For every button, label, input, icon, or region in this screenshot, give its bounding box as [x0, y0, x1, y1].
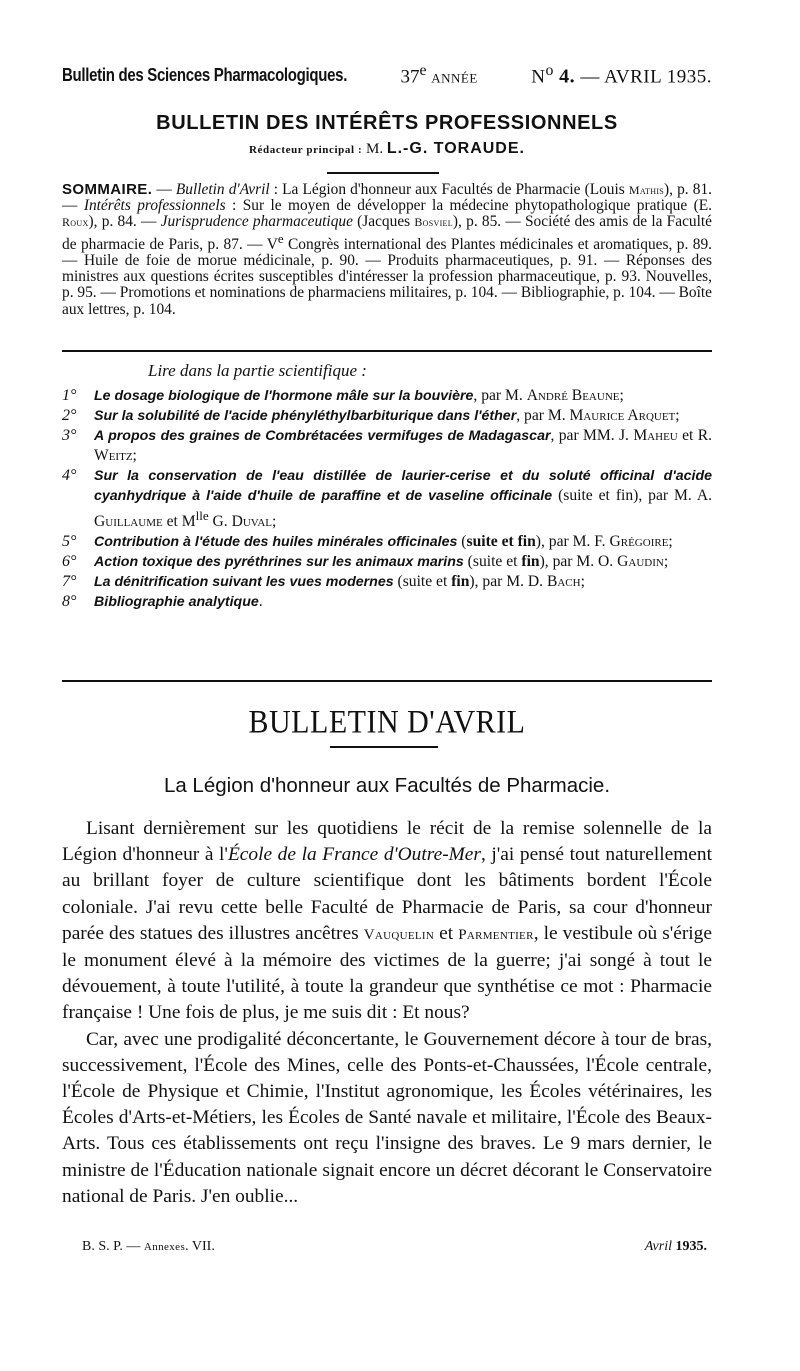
- text-run: Maheu: [633, 427, 678, 444]
- editor-name: L.-G. TORAUDE.: [386, 140, 525, 157]
- text-run: , par M.: [516, 407, 570, 424]
- text-run: ), p. 85. — Société des amis de la Faculté de pharmacie de Paris, p. 87. — V: [62, 213, 712, 253]
- footer-date: Avril 1935.: [644, 1239, 707, 1254]
- text-run: Lisant dernièrement sur les quotidiens le récit de la remise solennelle de la Légion d'honneur à l': [62, 818, 712, 866]
- divider-rule: [62, 350, 712, 352]
- text-run: (Jacques: [352, 213, 415, 231]
- article-body: [62, 816, 712, 1210]
- sommaire-text: [62, 181, 712, 318]
- text-run: ;: [272, 513, 277, 531]
- text-run: e: [277, 231, 284, 246]
- text-run: .: [258, 593, 263, 611]
- footer-reference: B. S. P. — Annexes. VII.: [82, 1239, 215, 1254]
- text-run: (: [457, 533, 467, 551]
- page-footer: [82, 1239, 707, 1255]
- text-run: G.: [208, 513, 232, 531]
- text-run: Bibliographie analytique: [94, 594, 259, 611]
- article-paragraph: [62, 1027, 712, 1210]
- text-run: , j'ai pensé tout naturellement au brillant foyer de culture scientifique dont les bâtiments bordent l'École coloniale. J'ai revu cette belle Faculté de Pharmacie de Paris, sa cour d'honneur parée des statues des illustres ancêtres: [62, 844, 712, 944]
- article-title: La Légion d'honneur aux Facultés de Pharmacie.: [163, 774, 611, 797]
- text-run: et: [434, 922, 459, 944]
- scientific-item: [62, 552, 712, 572]
- text-run: et R.: [677, 427, 712, 444]
- journal-name: Bulletin des Sciences Pharmacologiques.: [62, 65, 348, 87]
- item-number: 6°: [62, 553, 77, 571]
- text-run: Mathis: [628, 183, 665, 197]
- text-run: ), p. 81. —: [62, 181, 712, 215]
- text-run: Guillaume: [94, 513, 163, 531]
- text-run: ), par M. O.: [539, 553, 618, 571]
- text-run: ;: [675, 407, 680, 424]
- item-number: 1°: [62, 387, 77, 404]
- editor-label: Rédacteur principal :: [249, 144, 363, 156]
- text-run: Contribution à l'étude des huiles minérales officinales: [94, 534, 458, 551]
- text-run: École de la France d'Outre-Mer: [227, 844, 481, 866]
- text-run: Sur la solubilité de l'acide phényléthylbarbiturique dans l'éther: [94, 408, 517, 424]
- text-run: ), p. 84. —: [88, 213, 161, 231]
- item-number: 8°: [62, 593, 77, 611]
- scientific-item: [62, 466, 712, 532]
- text-run: ), par M. D.: [469, 573, 547, 591]
- text-run: Jurisprudence pharmaceutique: [160, 213, 353, 231]
- volume-year: 37e ANNÉE: [400, 62, 478, 88]
- text-run: ;: [619, 387, 624, 404]
- scientific-item: [62, 532, 712, 552]
- text-run: ;: [132, 447, 137, 464]
- text-run: Intérêts professionnels: [83, 197, 226, 215]
- document-page: [62, 0, 712, 1371]
- text-run: : Sur le moyen de développer la médecine phytopathologique pratique (E.: [225, 197, 712, 215]
- article-paragraph: [62, 816, 712, 1027]
- text-run: Congrès international des Plantes médicinales et aromatiques, p. 89. — Huile de foie de morue médicinale, p. 90. — Produits pharmaceutiques, p. 91. — Réponses des ministres aux questions écrites susceptibles d'intéresser la profession pharmaceutique, p. 93. Nouvelles, p. 95. — Promotions et nominations de pharmaciens militaires, p. 104. — Bibliographie, p. 104. — Boîte aux lettres, p. 104.: [62, 235, 712, 318]
- text-run: , par M.: [473, 387, 527, 404]
- text-run: Roux: [62, 215, 89, 230]
- item-number: 3°: [62, 427, 77, 444]
- text-run: A propos des graines de Combrétacées vermifuges de Madagascar: [94, 428, 551, 444]
- text-run: , par MM. J.: [550, 427, 634, 444]
- text-run: Gaudin: [617, 553, 664, 571]
- text-run: Maurice Arquet: [569, 407, 676, 424]
- scientific-item: [62, 592, 712, 612]
- text-run: Grégoire: [609, 533, 669, 551]
- section-divider: [330, 746, 438, 748]
- text-run: La dénitrification suivant les vues modernes: [94, 574, 394, 591]
- bulletin-title: BULLETIN DES INTÉRÊTS PROFESSIONNELS: [156, 112, 618, 134]
- text-run: : La Légion d'honneur aux Facultés de Pharmacie (Louis: [269, 181, 629, 198]
- section-title: BULLETIN D'AVRIL: [248, 704, 526, 741]
- text-run: (suite et fin), par M. A.: [552, 487, 712, 504]
- text-run: André Beaune: [526, 387, 620, 404]
- scientific-item: [62, 572, 712, 592]
- text-run: Car, avec une prodigalité déconcertante, le Gouvernement décore à tour de bras, successivement, l'École des Mines, celle des Ponts-et-Chaussées, l'École centrale, l'École de Physique et Chimie, l'Institut agronomique, les Écoles vétérinaires, les Écoles d'Arts-et-Métiers, les Écoles de Santé navale et militaire, l'École des Beaux-Arts. Tous ces établissements ont reçu l'insigne des braves. Le 9 mars dernier, le ministre de l'Éducation nationale signait encore un décret décorant le Conservatoire national de Paris. J'en oublie...: [62, 1028, 712, 1207]
- text-run: Action toxique des pyréthrines sur les animaux marins: [94, 554, 464, 571]
- text-run: ;: [663, 553, 669, 571]
- text-run: Parmentier: [458, 926, 534, 943]
- text-run: et M: [162, 513, 196, 531]
- issue-number: $N^o$ 4. — AVRIL 1935.: [531, 62, 712, 88]
- scientific-heading: Lire dans la partie scientifique :: [148, 361, 367, 380]
- text-run: Bach: [546, 573, 581, 591]
- text-run: (suite et: [393, 573, 452, 591]
- scientific-contents-list: [62, 386, 712, 612]
- text-run: ), par M. F.: [535, 533, 610, 551]
- text-run: fin: [521, 553, 540, 571]
- text-run: Sur la conservation de l'eau distillée de laurier-cerise et du soluté officinal d'acide cyanhydrique à l'aide d'huile de paraffine et de vaseline officinale: [94, 468, 712, 504]
- text-run: Bosviel: [414, 215, 453, 230]
- text-run: Bulletin d'Avril: [175, 181, 270, 198]
- sommaire-block: [62, 182, 712, 318]
- text-run: ;: [668, 533, 673, 551]
- divider-rule: [62, 680, 712, 682]
- header-divider: [327, 172, 439, 174]
- text-run: suite et fin: [466, 533, 536, 551]
- text-run: Weitz: [94, 447, 133, 464]
- scientific-item: [62, 426, 712, 466]
- running-head: [62, 62, 712, 88]
- item-number: 5°: [62, 533, 77, 551]
- text-run: fin: [451, 573, 470, 591]
- text-run: lle: [195, 508, 209, 523]
- text-run: ;: [580, 573, 585, 591]
- text-run: Vauquelin: [363, 926, 435, 943]
- editor-line: [62, 140, 712, 158]
- editor-m: M.: [365, 141, 384, 157]
- sommaire-label: SOMMAIRE.: [62, 181, 153, 198]
- text-run: (suite et: [463, 553, 522, 571]
- text-run: Le dosage biologique de l'hormone mâle sur la bouvière: [94, 388, 474, 404]
- text-run: , le vestibule où s'érige le monument élevé à la mémoire des victimes de la guerre; j'ai songé à tout le dévouement, à toute l'utilité, à toute la grandeur que synthétise ce mot : Pharmacie française ! Une fois de plus, je me suis dit : Et nous?: [62, 922, 712, 1024]
- text-run: —: [152, 181, 176, 198]
- item-number: 2°: [62, 407, 77, 424]
- item-number: 4°: [62, 467, 77, 484]
- scientific-item: [62, 406, 712, 426]
- text-run: Duval: [231, 513, 272, 531]
- scientific-item: [62, 386, 712, 406]
- item-number: 7°: [62, 573, 77, 591]
